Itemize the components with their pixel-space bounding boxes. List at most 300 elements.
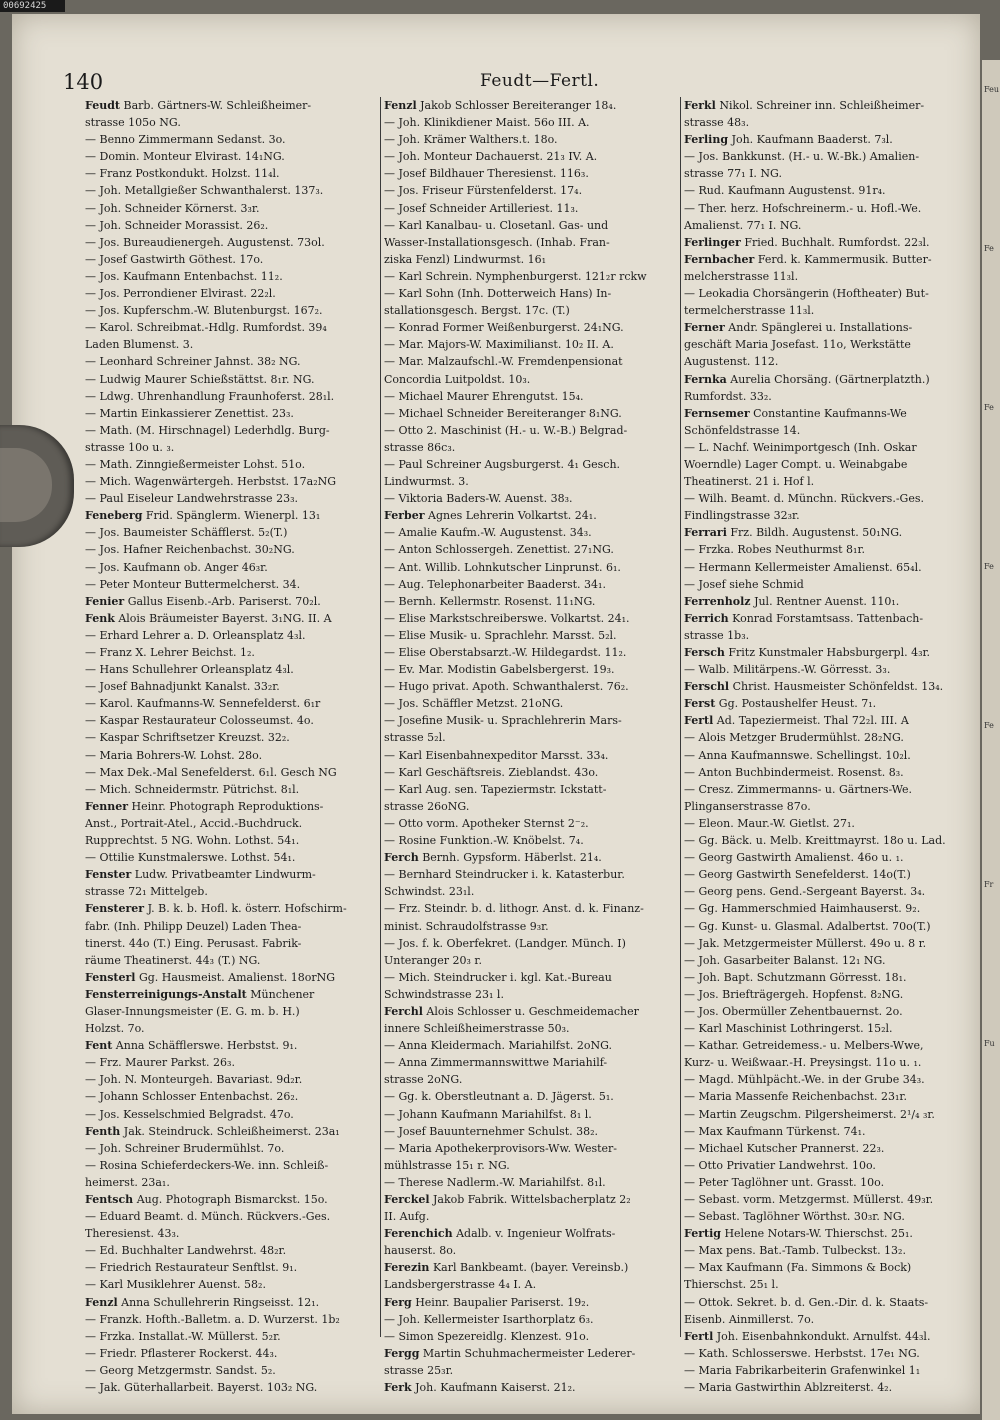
directory-entry-line	[384, 695, 682, 712]
entry-text: Helene Notars-W. Thierschst. 25₁.	[724, 1227, 913, 1241]
directory-entry-line	[384, 1362, 682, 1379]
entry-text: Karl Bankbeamt. (bayer. Vereinsb.)	[432, 1261, 629, 1275]
directory-entry-line	[85, 764, 383, 781]
entry-text: Joh. Kaufmann Kaiserst. 21₂.	[415, 1381, 576, 1395]
entry-text: — Friedr. Pflasterer Rockerst. 44₃.	[85, 1346, 278, 1360]
directory-entry-line	[85, 439, 383, 456]
entry-text: fabr. (Inh. Philipp Deuzel) Laden Thea-	[85, 919, 302, 933]
entry-text: strasse 10o u. ₃.	[85, 440, 175, 454]
entry-text: — Ludwig Maurer Schießstättst. 8₁r. NG.	[85, 372, 315, 386]
directory-entry-line	[684, 1345, 982, 1362]
entry-text: — Rosina Schieferdeckers-We. inn. Schleiß-	[85, 1158, 329, 1172]
surname-heading: Fensterer	[85, 902, 145, 916]
edge-fragment: Fr	[984, 880, 994, 889]
surname-heading: Ferrari	[684, 526, 727, 540]
directory-entry-line	[384, 815, 682, 832]
directory-entry-line	[85, 695, 383, 712]
entry-text: Joh. Eisenbahnkondukt. Arnulfst. 44₃l.	[716, 1329, 931, 1343]
directory-entry-line	[684, 832, 982, 849]
directory-entry-line	[684, 285, 982, 302]
surname-heading: Fertl	[684, 1329, 714, 1343]
directory-entry-line	[85, 473, 383, 490]
directory-entry-heading	[85, 798, 383, 815]
surname-heading: Fentsch	[85, 1193, 134, 1206]
directory-entry-line	[85, 353, 383, 370]
directory-entry-line	[85, 268, 383, 285]
entry-text: — Ther. herz. Hofschreinerm.- u. Hofl.-We.	[684, 201, 922, 215]
entry-text: — Amalie Kaufm.-W. Augustenst. 34₃.	[384, 526, 592, 540]
entry-text: — Joh. Monteur Dachauerst. 21₃ IV. A.	[384, 150, 598, 164]
directory-entry-line	[384, 234, 682, 251]
entry-text: — Math. (M. Hirschnagel) Lederhdlg. Burg-	[85, 423, 330, 437]
entry-text: Bernh. Gypsform. Häberlst. 21₄.	[422, 851, 602, 865]
directory-entry-line	[85, 422, 383, 439]
directory-entry-line	[85, 576, 383, 593]
entry-text: räume Theatinerst. 44₃ (T.) NG.	[85, 953, 261, 967]
directory-entry-heading	[384, 507, 682, 524]
entry-text: strasse 5₂l.	[384, 731, 446, 745]
directory-entry-line	[384, 1054, 682, 1071]
entry-text: Woerndle) Lager Compt. u. Weinabgabe	[684, 457, 908, 471]
directory-entry-line	[684, 747, 982, 764]
entry-text: — Domin. Monteur Elvirast. 14₁NG.	[85, 150, 285, 164]
surname-heading: Fernsemer	[684, 406, 750, 420]
directory-entry-line	[384, 952, 682, 969]
entry-text: — Karl Sohn (Inh. Dotterweich Hans) In-	[384, 287, 612, 301]
surname-heading: Ferchl	[384, 1004, 423, 1018]
entry-text: — Friedrich Restaurateur Senftlst. 9₁.	[85, 1261, 298, 1275]
entry-text: — Alois Metzger Brudermühlst. 28₂NG.	[684, 731, 904, 745]
entry-text: — Jos. Obermüller Zehentbauernst. 2o.	[684, 1004, 903, 1018]
directory-entry-line	[384, 1242, 682, 1259]
entry-text: — Bernhard Steindrucker i. k. Katasterbur.	[384, 868, 625, 882]
directory-entry-line	[85, 1157, 383, 1174]
entry-text: — Jak. Güterhallarbeit. Bayerst. 103₂ NG.	[85, 1381, 318, 1395]
entry-text: Heinr. Photograph Reproduktions-	[131, 799, 324, 813]
directory-entry-line	[384, 1123, 682, 1140]
directory-entry-line	[684, 815, 982, 832]
directory-entry-line	[684, 148, 982, 165]
directory-entry-line	[384, 422, 682, 439]
directory-entry-line	[85, 371, 383, 388]
directory-entry-line	[684, 473, 982, 490]
directory-entry-line	[384, 217, 682, 234]
directory-entry-line	[384, 268, 682, 285]
entry-text: — Jos. Kupferschm.-W. Blutenburgst. 167₂.	[85, 304, 323, 318]
directory-entry-line	[684, 1294, 982, 1311]
directory-entry-line	[85, 251, 383, 268]
directory-entry-line	[384, 336, 682, 353]
directory-entry-line	[684, 353, 982, 370]
directory-entry-line	[684, 918, 982, 935]
directory-entry-heading	[684, 678, 982, 695]
entry-text: Unteranger 20₃ r.	[384, 953, 482, 967]
surname-heading: Fenier	[85, 594, 125, 608]
directory-entry-heading	[384, 1191, 682, 1208]
directory-entry-line	[684, 969, 982, 986]
directory-entry-heading	[684, 131, 982, 148]
directory-entry-line	[384, 883, 682, 900]
directory-entry-heading	[85, 97, 383, 114]
directory-entry-line	[85, 319, 383, 336]
entry-text: — Josef Bildhauer Theresienst. 116₃.	[384, 167, 589, 181]
entry-text: — Georg Gastwirth Senefelderst. 14o(T.)	[684, 868, 911, 882]
directory-entry-line	[384, 764, 682, 781]
directory-entry-line	[85, 302, 383, 319]
entry-text: — Jak. Metzgermeister Müllerst. 49o u. 8 r.	[684, 936, 927, 950]
entry-text: — Jos. Bankkunst. (H.- u. W.-Bk.) Amalien-	[684, 150, 920, 164]
directory-entry-line	[384, 678, 682, 695]
directory-entry-line	[684, 1140, 982, 1157]
entry-text: — Jos. Hafner Reichenbachst. 30₂NG.	[85, 543, 295, 557]
edge-fragment: Fe	[984, 721, 994, 730]
entry-text: Barb. Gärtners-W. Schleißheimer-	[123, 99, 312, 112]
entry-text: — Jos. Friseur Fürstenfelderst. 17₄.	[384, 184, 583, 198]
directory-entry-line	[384, 712, 682, 729]
entry-text: — Johann Schlosser Entenbachst. 26₂.	[85, 1090, 299, 1104]
entry-text: — Joh. Metallgießer Schwanthalerst. 137₃.	[85, 184, 324, 198]
directory-entry-line	[684, 1174, 982, 1191]
surname-heading: Ferst	[684, 697, 716, 711]
page-number: 140	[63, 70, 104, 94]
entry-text: — Joh. N. Monteurgeh. Bavariast. 9d₂r.	[85, 1073, 303, 1087]
entry-text: — Magd. Mühlpächt.-We. in der Grube 34₃.	[684, 1073, 925, 1087]
directory-entry-line	[384, 353, 682, 370]
surname-heading: Fenzl	[384, 99, 417, 112]
entry-text: — Jos. f. k. Oberfekret. (Landger. Münch. I)	[384, 936, 626, 950]
directory-entry-line	[384, 900, 682, 917]
entry-text: — Josef Bahnadjunkt Kanalst. 33₂r.	[85, 680, 280, 694]
directory-entry-line	[384, 473, 682, 490]
entry-text: — Georg pens. Gend.-Sergeant Bayerst. 3₄.	[684, 885, 926, 899]
entry-text: — Elise Oberstabsarzt.-W. Hildegardst. 11₂.	[384, 646, 627, 659]
directory-entry-heading	[684, 644, 982, 661]
entry-text: — Jos. Kesselschmied Belgradst. 47o.	[85, 1107, 294, 1121]
entry-text: — Aug. Telephonarbeiter Baaderst. 34₁.	[384, 577, 606, 591]
entry-text: — Maria Fabrikarbeiterin Grafenwinkel 1₁	[684, 1363, 921, 1377]
entry-text: Wasser-Installationsgesch. (Inhab. Fran-	[384, 235, 610, 249]
directory-entry-heading	[684, 234, 982, 251]
edge-fragment: Fe	[984, 562, 994, 571]
directory-entry-line	[684, 952, 982, 969]
entry-text: — Jos. Perrondiener Elvirast. 22₂l.	[85, 287, 276, 301]
directory-entry-line	[684, 200, 982, 217]
entry-text: — Elise Musik- u. Sprachlehr. Marsst. 5₂l.	[384, 628, 617, 642]
entry-text: Joh. Kaufmann Baaderst. 7₃l.	[731, 133, 893, 147]
directory-entry-line	[684, 1071, 982, 1088]
entry-text: — Kath. Schlosserswe. Herbstst. 17e₁ NG.	[684, 1346, 920, 1360]
entry-text: — Georg Metzgermstr. Sandst. 5₂.	[85, 1363, 276, 1377]
surname-heading: Ferner	[684, 321, 725, 335]
surname-heading: Fensterreinigungs-Anstalt	[85, 987, 247, 1001]
entry-text: — Joh. Bapt. Schutzmann Görresst. 18₁.	[684, 970, 907, 984]
entry-text: — Franz X. Lehrer Beichst. 1₂.	[85, 646, 255, 659]
surname-heading: Feudt	[85, 99, 120, 112]
entry-text: — Rosine Funktion.-W. Knöbelst. 7₄.	[384, 834, 584, 848]
directory-entry-line	[384, 627, 682, 644]
directory-entry-line	[684, 268, 982, 285]
entry-text: — Peter Monteur Buttermelcherst. 34.	[85, 577, 301, 591]
directory-entry-line	[85, 644, 383, 661]
entry-text: Rupprechtst. 5 NG. Wohn. Lothst. 54₁.	[85, 834, 300, 848]
directory-entry-line	[85, 200, 383, 217]
directory-entry-line	[85, 1276, 383, 1293]
entry-text: Landsbergerstrasse 4₄ I. A.	[384, 1278, 537, 1292]
entry-text: Heinr. Baupalier Pariserst. 19₂.	[415, 1295, 590, 1309]
entry-text: Konrad Forstamtsass. Tattenbach-	[732, 611, 924, 625]
entry-text: — Michael Maurer Ehrengutst. 15₄.	[384, 389, 584, 403]
entry-text: hauserst. 8o.	[384, 1244, 457, 1258]
entry-text: — Ottok. Sekret. b. d. Gen.-Dir. d. k. Staats-	[684, 1295, 929, 1309]
directory-entry-line	[384, 490, 682, 507]
entry-text: — Gg. k. Oberstleutnant a. D. Jägerst. 5₁.	[384, 1090, 614, 1104]
entry-text: — Jos. Schäffler Metzst. 21oNG.	[384, 697, 564, 711]
directory-entry-line	[384, 1174, 682, 1191]
entry-text: Gg. Hausmeist. Amalienst. 18orNG	[138, 970, 336, 984]
entry-text: II. Aufg.	[384, 1210, 430, 1224]
directory-entry-line	[384, 148, 682, 165]
directory-entry-line	[684, 935, 982, 952]
entry-text: strasse 105o NG.	[85, 116, 181, 130]
surname-heading: Fent	[85, 1039, 113, 1053]
column-3	[684, 97, 982, 1396]
directory-entry-heading	[384, 1294, 682, 1311]
entry-text: — Karl Aug. sen. Tapeziermstr. Ickstatt-	[384, 782, 607, 796]
entry-text: — Gg. Bäck. u. Melb. Kreittmayrst. 18o u. Lad.	[684, 834, 946, 848]
directory-entry-line	[85, 456, 383, 473]
directory-entry-line	[684, 661, 982, 678]
entry-text: mühlstrasse 15₁ r. NG.	[384, 1158, 510, 1172]
entry-text: Constantine Kaufmanns-We	[753, 406, 907, 420]
entry-text: Glaser-Innungsmeister (E. G. m. b. H.)	[85, 1004, 300, 1018]
entry-text: — Franzk. Hofth.-Balletm. a. D. Wurzerst. 1b₂	[85, 1312, 340, 1326]
entry-text: — Frz. Steindr. b. d. lithogr. Anst. d. k. Finanz-	[384, 902, 644, 916]
surname-heading: Ferling	[684, 133, 729, 147]
entry-text: — Jos. Kaufmann Entenbachst. 11₂.	[85, 269, 283, 283]
directory-entry-heading	[85, 610, 383, 627]
directory-entry-line	[384, 285, 682, 302]
entry-text: — Cresz. Zimmermanns- u. Gärtners-We.	[684, 782, 913, 796]
entry-text: Alois Bräumeister Bayerst. 3₁NG. II. A	[118, 611, 332, 625]
directory-entry-line	[384, 866, 682, 883]
entry-text: Schwindst. 23₁l.	[384, 885, 475, 899]
entry-text: Fritz Kunstmaler Habsburgerpl. 4₃r.	[728, 646, 931, 659]
directory-entry-line	[384, 1328, 682, 1345]
directory-entry-line	[684, 1157, 982, 1174]
entry-text: strasse 25₃r.	[384, 1363, 454, 1377]
entry-text: J. B. k. b. Hofl. k. österr. Hofschirm-	[147, 902, 347, 916]
directory-entry-line	[684, 1003, 982, 1020]
entry-text: — Johann Kaufmann Mariahilfst. 8₁ l.	[384, 1107, 592, 1121]
directory-entry-line	[85, 1225, 383, 1242]
entry-text: strasse 72₁ Mittelgeb.	[85, 885, 208, 899]
entry-text: termelcherstrasse 11₃l.	[684, 304, 815, 318]
directory-entry-line	[85, 234, 383, 251]
entry-text: — Hermann Kellermeister Amalienst. 65₄l.	[684, 560, 922, 574]
entry-text: — Gg. Kunst- u. Glasmal. Adalbertst. 70o(T.)	[684, 919, 931, 933]
entry-text: Schwindstrasse 23₁ l.	[384, 987, 504, 1001]
directory-entry-line	[85, 541, 383, 558]
directory-entry-line	[684, 866, 982, 883]
directory-entry-line	[85, 1208, 383, 1225]
entry-text: Fried. Buchhalt. Rumfordst. 22₃l.	[744, 235, 930, 249]
directory-entry-heading	[384, 1379, 682, 1396]
directory-entry-line	[684, 541, 982, 558]
entry-text: — Otto vorm. Apotheker Sternst 2⁻₂.	[384, 816, 589, 830]
directory-entry-heading	[85, 866, 383, 883]
entry-text: Adalb. v. Ingenieur Wolfrats-	[456, 1227, 616, 1241]
entry-text: — Karl Musiklehrer Auenst. 58₂.	[85, 1278, 266, 1292]
entry-text: innere Schleißheimerstrasse 50₃.	[384, 1022, 570, 1036]
entry-text: — Math. Zinngießermeister Lohst. 51o.	[85, 457, 306, 471]
directory-entry-line	[85, 1071, 383, 1088]
directory-entry-line	[85, 1362, 383, 1379]
directory-entry-line	[684, 1088, 982, 1105]
entry-text: — Viktoria Baders-W. Auenst. 38₃.	[384, 492, 573, 506]
entry-text: — Ldwg. Uhrenhandlung Fraunhoferst. 28₁l.	[85, 389, 335, 403]
directory-entry-line	[684, 439, 982, 456]
entry-text: — Josef Schneider Artilleriest. 11₃.	[384, 201, 579, 215]
directory-entry-line	[384, 524, 682, 541]
directory-entry-heading	[684, 524, 982, 541]
directory-entry-line	[684, 302, 982, 319]
entry-text: — Anton Schlossergeh. Zenettist. 27₁NG.	[384, 543, 614, 557]
directory-entry-line	[384, 1208, 682, 1225]
entry-text: minist. Schraudolfstrasse 9₃r.	[384, 919, 549, 933]
directory-entry-heading	[684, 1225, 982, 1242]
directory-entry-line	[85, 678, 383, 695]
entry-text: — Anton Buchbindermeist. Rosenst. 8₃.	[684, 765, 904, 779]
directory-entry-line	[384, 969, 682, 986]
directory-entry-line	[384, 456, 682, 473]
directory-entry-line	[85, 1140, 383, 1157]
directory-entry-line	[384, 781, 682, 798]
directory-entry-line	[85, 405, 383, 422]
directory-entry-line	[85, 524, 383, 541]
surname-heading: Fertl	[684, 714, 714, 728]
entry-text: ziska Fenzl) Lindwurmst. 16₁	[384, 252, 547, 266]
entry-text: — Peter Taglöhner unt. Grasst. 10o.	[684, 1175, 885, 1189]
entry-text: — Walb. Militärpens.-W. Görresst. 3₃.	[684, 663, 891, 677]
directory-entry-line	[684, 388, 982, 405]
directory-entry-line	[684, 798, 982, 815]
directory-entry-line	[85, 1259, 383, 1276]
entry-text: Lindwurmst. 3.	[384, 475, 469, 489]
directory-entry-line	[85, 1345, 383, 1362]
entry-text: — Jos. Kaufmann ob. Anger 46₃r.	[85, 560, 268, 574]
directory-entry-line	[384, 165, 682, 182]
directory-entry-heading	[384, 1259, 682, 1276]
entry-text: — Paul Schreiner Augsburgerst. 4₁ Gesch.	[384, 457, 621, 471]
directory-entry-heading	[85, 507, 383, 524]
directory-entry-line	[384, 1037, 682, 1054]
directory-entry-line	[85, 729, 383, 746]
entry-text: Concordia Luitpoldst. 10₃.	[384, 372, 531, 386]
entry-text: — Mar. Majors-W. Maximilianst. 10₂ II. A.	[384, 338, 614, 352]
directory-entry-line	[85, 627, 383, 644]
entry-text: Christ. Hausmeister Schönfeldst. 13₄.	[732, 680, 944, 694]
entry-text: — Wilh. Beamt. d. Münchn. Rückvers.-Ges.	[684, 492, 924, 506]
entry-text: — Ottilie Kunstmalerswe. Lothst. 54₁.	[85, 851, 296, 865]
surname-heading: Fernbacher	[684, 252, 755, 266]
entry-text: — Otto 2. Maschinist (H.- u. W.-B.) Belgrad-	[384, 423, 628, 437]
entry-text: stallationsgesch. Bergst. 17c. (T.)	[384, 304, 570, 318]
entry-text: — Josefine Musik- u. Sprachlehrerin Mars-	[384, 714, 622, 728]
directory-entry-heading	[684, 712, 982, 729]
entry-text: — Karl Geschäftsreis. Zieblandst. 43o.	[384, 765, 599, 779]
directory-entry-line	[85, 1106, 383, 1123]
directory-entry-heading	[85, 593, 383, 610]
entry-text: Amalienst. 77₁ I. NG.	[684, 218, 802, 232]
directory-entry-heading	[384, 1003, 682, 1020]
surname-heading: Ferenchich	[384, 1227, 453, 1241]
directory-entry-line	[684, 1259, 982, 1276]
entry-text: — Jos. Bureaudienergeh. Augustenst. 73ol.	[85, 235, 325, 249]
surname-heading: Ferschl	[684, 680, 730, 694]
surname-heading: Fenth	[85, 1124, 121, 1138]
entry-text: — Mar. Malzaufschl.-W. Fremdenpensionat	[384, 355, 623, 369]
directory-entry-heading	[684, 610, 982, 627]
directory-entry-line	[85, 148, 383, 165]
directory-entry-line	[384, 371, 682, 388]
entry-text: — Benno Zimmermann Sedanst. 3o.	[85, 133, 286, 147]
directory-entry-line	[384, 935, 682, 952]
entry-text: Anna Schullehrerin Ringseisst. 12₁.	[121, 1295, 320, 1309]
surname-heading: Fensterl	[85, 970, 136, 984]
directory-entry-line	[384, 251, 682, 268]
entry-text: — Therese Nadlerm.-W. Mariahilfst. 8₁l.	[384, 1175, 606, 1189]
entry-text: — Otto Privatier Landwehrst. 10o.	[684, 1158, 876, 1172]
entry-text: — Joh. Kellermeister Isarthorplatz 6₃.	[384, 1312, 594, 1326]
entry-text: strasse 77₁ I. NG.	[684, 167, 782, 181]
directory-entry-line	[384, 593, 682, 610]
directory-entry-line	[384, 388, 682, 405]
entry-text: — Maria Apothekerprovisors-Ww. Wester-	[384, 1141, 618, 1155]
directory-entry-line	[684, 781, 982, 798]
directory-entry-line	[684, 456, 982, 473]
directory-entry-line	[684, 764, 982, 781]
directory-entry-line	[684, 1379, 982, 1396]
directory-entry-line	[384, 200, 682, 217]
entry-text: Findlingstrasse 32₃r.	[684, 509, 800, 523]
directory-entry-line	[85, 1088, 383, 1105]
directory-entry-line	[384, 661, 682, 678]
entry-text: Jul. Rentner Auenst. 110₁.	[754, 594, 900, 608]
directory-entry-line	[684, 1191, 982, 1208]
directory-entry-line	[85, 952, 383, 969]
directory-entry-line	[684, 1362, 982, 1379]
directory-entry-line	[384, 439, 682, 456]
entry-text: — Max Kaufmann (Fa. Simmons & Bock)	[684, 1261, 912, 1275]
entry-text: Andr. Spänglerei u. Installations-	[728, 321, 913, 335]
entry-text: — Max Dek.-Mal Senefelderst. 6₁l. Gesch NG	[85, 765, 337, 779]
surname-heading: Ferch	[384, 851, 419, 865]
entry-text: — Franz Postkondukt. Holzst. 11₄l.	[85, 167, 280, 181]
entry-text: — Elise Markstschreiberswe. Volkartst. 24₁.	[384, 611, 630, 625]
entry-text: Frid. Spänglerm. Wienerpl. 13₁	[145, 509, 321, 523]
entry-text: — Eleon. Maur.-W. Gietlst. 27₁.	[684, 816, 855, 830]
directory-entry-line	[384, 832, 682, 849]
directory-entry-line	[684, 422, 982, 439]
directory-entry-line	[684, 490, 982, 507]
surname-heading: Ferg	[384, 1295, 412, 1309]
directory-entry-line	[384, 798, 682, 815]
directory-entry-line	[384, 747, 682, 764]
entry-text: Ad. Tapeziermeist. Thal 72₂l. III. A	[716, 714, 909, 728]
directory-entry-heading	[85, 1294, 383, 1311]
directory-entry-line	[384, 182, 682, 199]
edge-fragment: Feu	[984, 85, 999, 94]
